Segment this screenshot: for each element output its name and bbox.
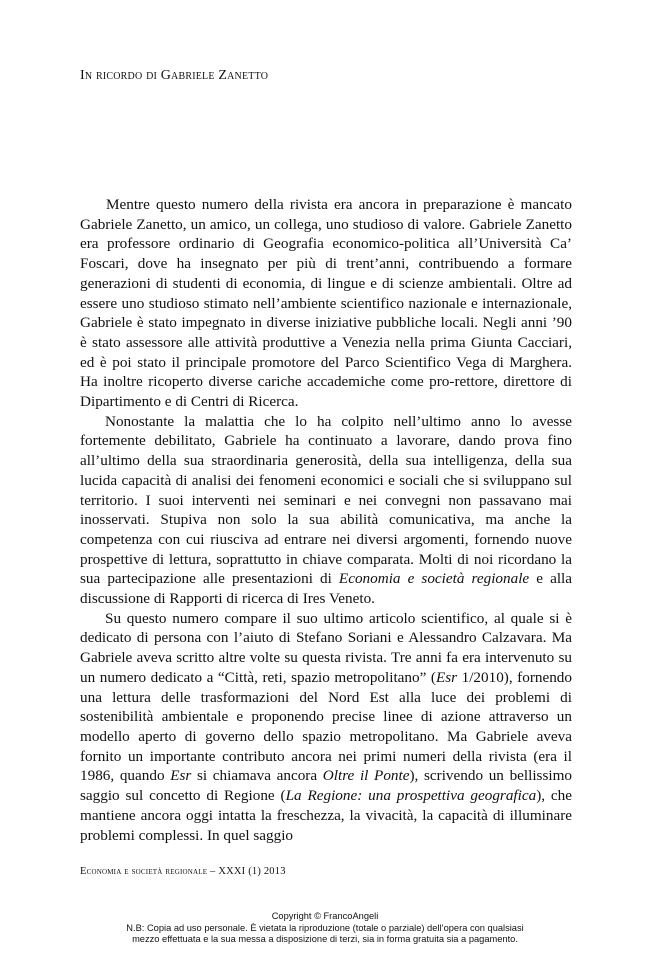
copyright-line-1: Copyright © FrancoAngeli [271,911,379,921]
p3-italic-4: La Regione: una prospettiva geografica [285,787,537,805]
article-body [80,195,572,845]
p3-italic-3: Oltre il Ponte [322,767,410,785]
footer-journal: Economia e società regionale [80,866,208,877]
p3-text-b: 1/2010), fornendo una lettura delle trasformazioni del Nord Est alla luce dei problemi di sostenibilità ambientale e proponendo precise linee di azione attraverso un modello aperto di governo dello spazio metropolitano. Ma Gabriele aveva fornito un importante contributo ancora nei primi numeri della rivista (era il 1986, quando [80,668,572,785]
copyright-line-2: N.B: Copia ad uso personale. È vietata la riproduzione (totale o parziale) dell’opera con qualsiasi [126,922,524,933]
paragraph-3 [80,609,572,845]
p3-text-e: ), che mantiene ancora oggi intatta la freschezza, la vivacità, la capacità di illuminare problemi complessi. In quel saggio [80,787,572,844]
paragraph-1: Mentre questo numero della rivista era ancora in preparazione è mancato Gabriele Zanetto, un amico, un collega, uno studioso di valore. Gabriele Zanetto era professore ordinario di Geografia economico-politica all’Università Ca’ Foscari, dove ha insegnato per più di trent’anni, contribuendo a formare generazioni di studenti di economia, di lingue e di scienze ambientali. Oltre ad essere uno studioso stimato nell’ambiente scientifico nazionale e internazionale, Gabriele è stato impegnato in diverse iniziative pubbliche locali. Negli anni ’90 è stato assessore alle attività produttive a Venezia nella prima Giunta Cacciari, ed è poi stato il principale promotore del Parco Scientifico Vega di Marghera. Ha inoltre ricoperto diverse cariche accademiche come pro-rettore, direttore di Dipartimento e di Centri di Ricerca. [80,196,572,411]
p2-text-b: e alla discussione di Rapporti di ricerca di Ires Veneto. [80,570,573,608]
p3-text-a: Su questo numero compare il suo ultimo articolo scientifico, al quale si è dedicato di persona con l’aiuto di Stefano Soriani e Alessandro Calzavara. Ma Gabriele aveva scritto altre volte su questa rivista. Tre anni fa era intervenuto su un numero dedicato a “Città, reti, spazio metropolitano” ( [80,609,572,686]
p3-text-c: si chiamava ancora [191,767,323,785]
paragraph-2 [80,412,572,609]
copyright-notice [0,911,650,946]
p3-italic-1: Esr [435,668,458,686]
p3-italic-2: Esr [170,767,192,785]
header-title-part2: Zanetto [218,68,269,83]
page-header [80,68,268,84]
header-title-part1: In ricordo di Gabriele [80,68,219,83]
p3-text-d: ), scrivendo un bellissimo saggio sul concetto di Regione ( [80,767,573,805]
page-footer [80,866,286,877]
p2-journal-italic: Economia e società regionale [338,570,530,588]
copyright-line-3: mezzo effettuata e la sua messa a disposizione di terzi, sia in forma gratuita sia a pagamento. [132,934,518,944]
p2-text-a: Nonostante la malattia che lo ha colpito nell’ultimo anno lo avesse fortemente debilitato, Gabriele ha continuato a lavorare, dando prova fino all’ultimo della sua straordinaria generosità, della sua intelligenza, della sua lucida capacità di analisi dei fenomeni economici e sociali che si sviluppano sul territorio. I suoi interventi nei seminari e nei convegni non passavano mai inosservati. Stupiva non solo la sua abilità comunicativa, ma anche la competenza con cui riusciva ad entrare nei diversi argomenti, fornendo nuove prospettive di lettura, soprattutto in chiave comparata. Molti di noi ricordano la sua partecipazione alle presentazioni di [80,412,572,588]
footer-issue: – XXXI (1) 2013 [207,866,286,877]
